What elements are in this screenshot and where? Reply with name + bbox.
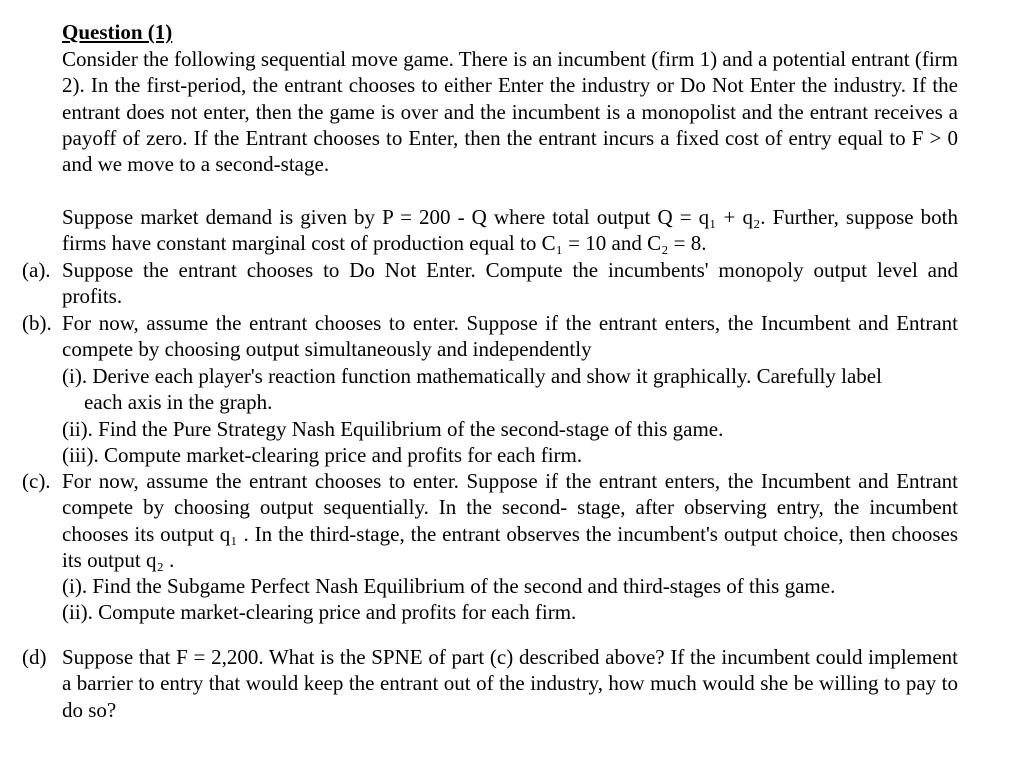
part-a-text: Suppose the entrant chooses to Do Not Enter. Compute the incumbents' monopoly output level and profits.	[62, 258, 958, 309]
part-d-label: (d)	[22, 645, 47, 669]
part-d-text: Suppose that F = 2,200. What is the SPNE of part (c) described above? If the incumbent could implement a barrier to entry that would keep the entrant out of the industry, how much would she be willing to pay to do so?	[62, 645, 958, 722]
part-b-ii: (ii). Find the Pure Strategy Nash Equilibrium of the second-stage of this game.	[62, 417, 724, 441]
part-c-i: (i). Find the Subgame Perfect Nash Equilibrium of the second and third-stages of this game.	[62, 574, 836, 598]
question-title: Question (1)	[62, 20, 173, 44]
intro-paragraph: Consider the following sequential move game. There is an incumbent (firm 1) and a potential entrant (firm 2). In the first-period, the entrant chooses to either Enter the industry or Do Not Enter the industry. If the entrant does not enter, then the game is over and the incumbent is a monopolist and the entrant receives a payoff of zero. If the Entrant chooses to Enter, then the entrant incurs a fixed cost of entry equal to F > 0 and we move to a second-stage.	[62, 47, 958, 177]
part-c	[22, 468, 958, 573]
part-a	[22, 257, 958, 310]
part-c-text: For now, assume the entrant chooses to enter. Suppose if the entrant enters, the Incumbent and Entrant compete by choosing output sequentially. In the second- stage, after observing entry, the incumbent chooses its output q₁ . In the third-stage, the entrant observes the incumbent's output choice, then chooses its output q₂ .	[62, 469, 958, 572]
part-b-label: (b).	[22, 311, 52, 335]
part-c-ii: (ii). Compute market-clearing price and profits for each firm.	[62, 600, 577, 624]
demand-paragraph: Suppose market demand is given by P = 200 - Q where total output Q = q₁ + q₂. Further, suppose both firms have constant marginal cost of production equal to C₁ = 10 and C₂ = 8.	[62, 205, 958, 256]
part-d	[22, 644, 958, 723]
part-b-i-continuation: each axis in the graph.	[84, 390, 273, 415]
part-b-iii: (iii). Compute market-clearing price and profits for each firm.	[62, 443, 583, 467]
part-b	[22, 310, 958, 363]
part-b-i	[62, 363, 958, 416]
part-b-i-text: (i). Derive each player's reaction function mathematically and show it graphically. Carefully label	[62, 364, 882, 388]
part-b-text: For now, assume the entrant chooses to enter. Suppose if the entrant enters, the Incumbent and Entrant compete by choosing output simultaneously and independently	[62, 311, 958, 362]
part-a-label: (a).	[22, 258, 51, 282]
part-c-label: (c).	[22, 469, 51, 493]
